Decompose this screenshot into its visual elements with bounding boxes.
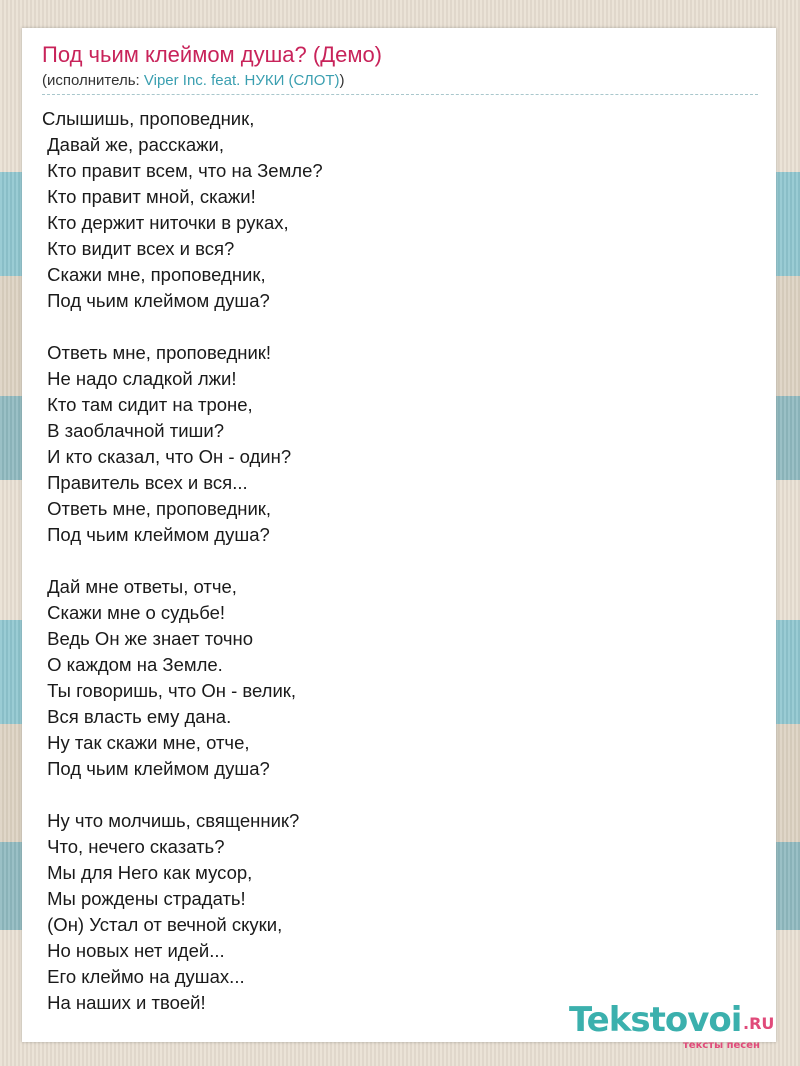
lyric-line: Вся власть ему дана. <box>42 706 232 727</box>
lyric-line: Под чьим клеймом душа? <box>42 524 270 545</box>
lyric-line: Ну так скажи мне, отче, <box>42 732 250 753</box>
lyric-line: Ведь Он же знает точно <box>42 628 254 649</box>
lyric-line: Кто правит всем, что на Земле? <box>42 160 323 181</box>
lyric-line: Ты говоришь, что Он - велик, <box>42 680 297 701</box>
lyric-line: Слышишь, проповедник, <box>42 108 255 129</box>
lyric-line: Под чьим клеймом душа? <box>42 290 270 311</box>
lyrics-card <box>22 28 776 1051</box>
lyric-line: О каждом на Земле. <box>42 654 223 675</box>
lyric-line: Кто правит мной, скажи! <box>42 186 256 207</box>
lyric-line: Скажи мне, проповедник, <box>42 264 266 285</box>
artist-line <box>42 72 345 89</box>
site-logo[interactable] <box>569 1000 779 1050</box>
lyric-line: (Он) Устал от вечной скуки, <box>42 914 283 935</box>
logo-tld: .RU <box>743 1014 775 1033</box>
artist-suffix: ) <box>339 72 345 89</box>
lyric-line: Кто держит ниточки в руках, <box>42 212 289 233</box>
lyric-line: Кто там сидит на троне, <box>42 394 253 415</box>
artist-link[interactable]: Viper Inc. feat. НУКИ (СЛОТ) <box>143 72 340 89</box>
lyric-line: Ну что молчишь, священник? <box>42 810 300 831</box>
logo-tagline: тексты песен <box>683 1040 760 1051</box>
lyric-line: Под чьим клеймом душа? <box>42 758 270 779</box>
song-title: Под чьим клеймом душа? (Демо) <box>42 42 383 67</box>
lyric-line: Давай же, расскажи, <box>42 134 225 155</box>
lyric-line: Мы рождены страдать! <box>42 888 246 909</box>
lyric-line: Дай мне ответы, отче, <box>42 576 237 597</box>
lyric-line: Мы для Него как мусор, <box>42 862 253 883</box>
lyric-line: И кто сказал, что Он - один? <box>42 446 292 467</box>
lyric-line: В заоблачной тиши? <box>42 420 225 441</box>
lyrics-text <box>42 106 742 1016</box>
lyric-line: На наших и твоей! <box>42 992 206 1013</box>
logo-name: Tekstovoi <box>569 1000 742 1040</box>
artist-prefix: (исполнитель: <box>42 72 144 89</box>
title-divider <box>42 94 758 95</box>
lyric-line: Что, нечего сказать? <box>42 836 225 857</box>
lyric-line: Ответь мне, проповедник! <box>42 342 272 363</box>
lyric-line: Ответь мне, проповедник, <box>42 498 272 519</box>
lyric-line: Правитель всех и вся... <box>42 472 248 493</box>
lyric-line: Скажи мне о судьбе! <box>42 602 226 623</box>
lyric-line: Его клеймо на душах... <box>42 966 245 987</box>
lyric-line: Не надо сладкой лжи! <box>42 368 237 389</box>
lyric-line: Кто видит всех и вся? <box>42 238 235 259</box>
lyric-line: Но новых нет идей... <box>42 940 225 961</box>
